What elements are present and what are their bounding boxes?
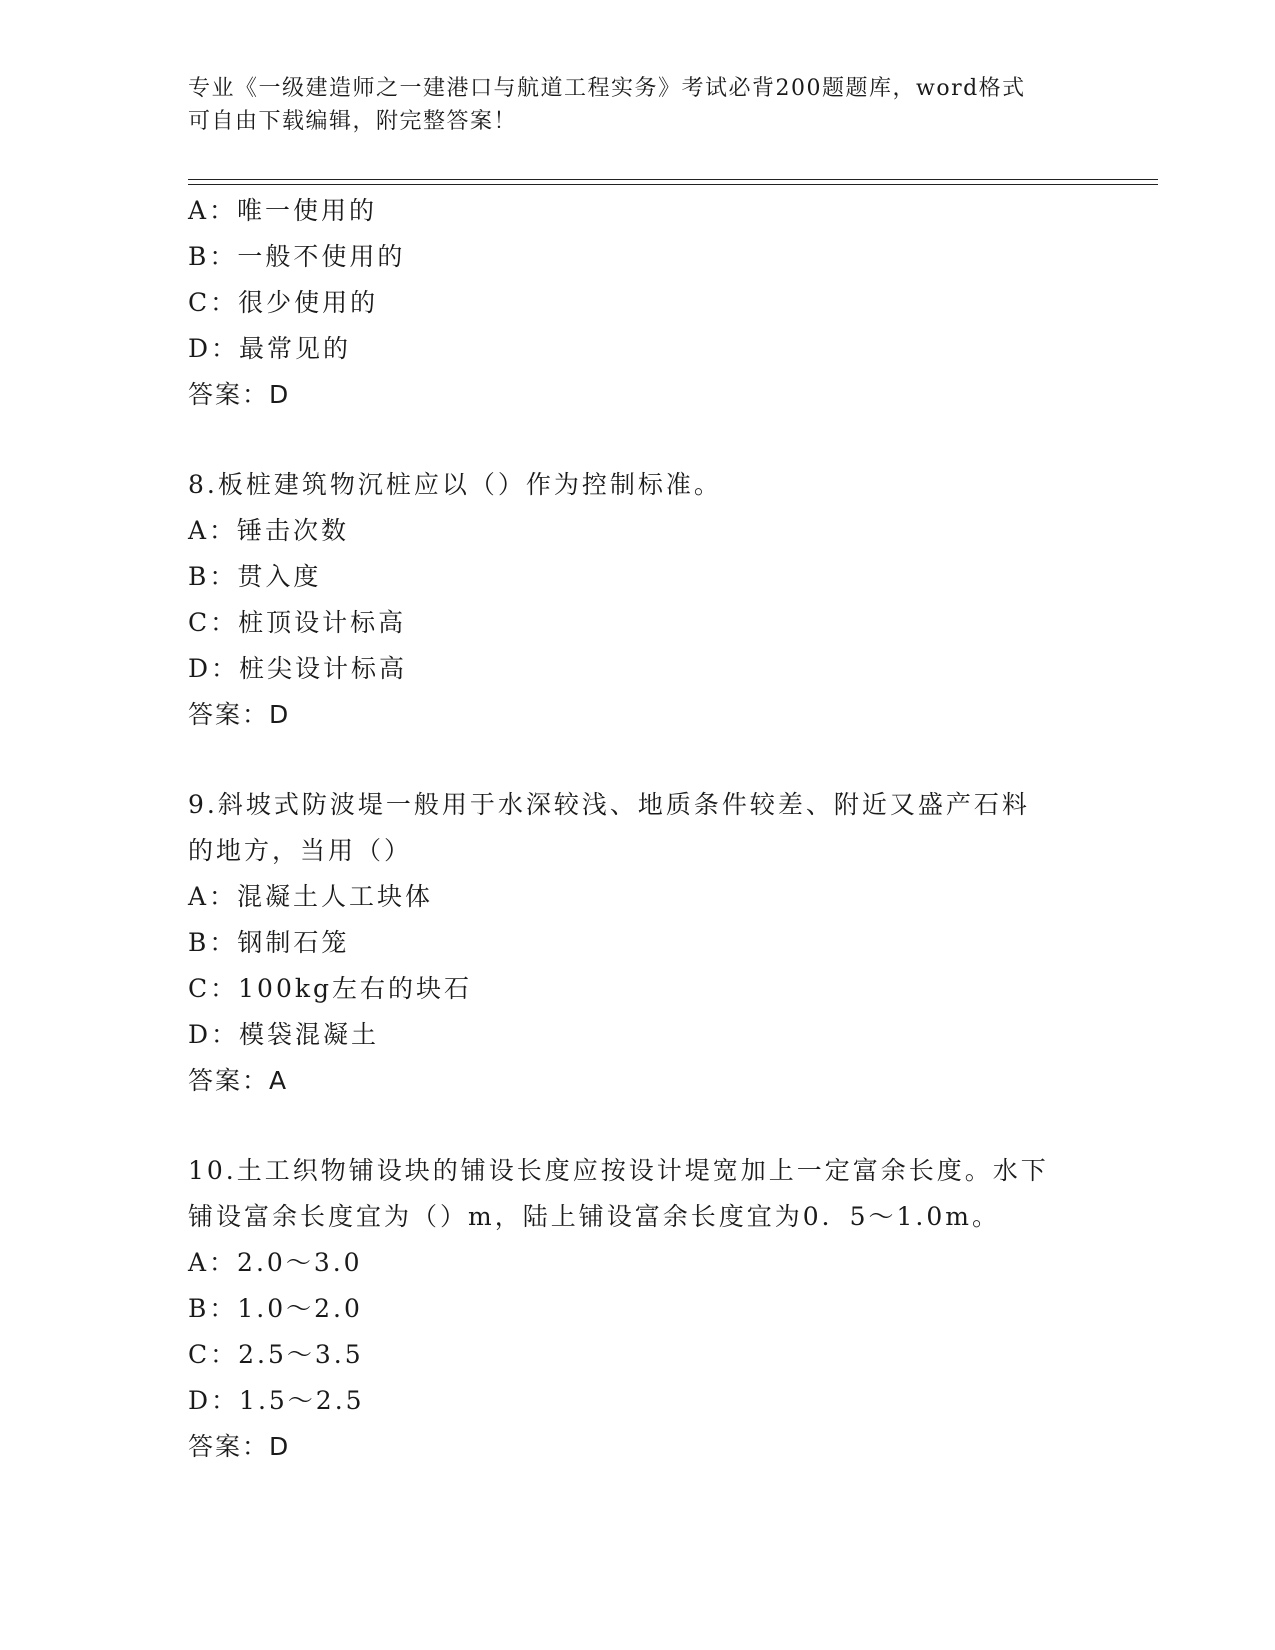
question-7 xyxy=(188,188,1088,418)
option-b: B：贯入度 xyxy=(188,562,322,591)
question-stem-line-1: 10.土工织物铺设块的铺设长度应按设计堤宽加上一定富余长度。水下 xyxy=(188,1156,1049,1185)
option-c: C：桩顶设计标高 xyxy=(188,608,407,637)
option-b: B：1.0～2.0 xyxy=(188,1294,363,1323)
option-a: A：锤击次数 xyxy=(188,516,350,545)
header-divider-bottom xyxy=(188,184,1158,185)
document-header xyxy=(188,72,1088,138)
question-8 xyxy=(188,462,1088,738)
header-line-2: 可自由下载编辑，附完整答案！ xyxy=(188,109,518,134)
question-content xyxy=(188,188,1088,1470)
question-stem-line-2: 铺设富余长度宜为（）m，陆上铺设富余长度宜为0．5～1.0m。 xyxy=(188,1202,1000,1231)
option-d: D：模袋混凝土 xyxy=(188,1020,380,1049)
option-a: A：唯一使用的 xyxy=(188,196,378,225)
answer: 答案：A xyxy=(188,1066,289,1095)
question-stem: 8.板桩建筑物沉桩应以（）作为控制标准。 xyxy=(188,470,722,499)
header-line-1: 专业《一级建造师之一建港口与航道工程实务》考试必背200题题库，word格式 xyxy=(188,76,1026,101)
option-a: A：混凝土人工块体 xyxy=(188,882,434,911)
question-stem-line-1: 9.斜坡式防波堤一般用于水深较浅、地质条件较差、附近又盛产石料 xyxy=(188,790,1030,819)
option-b: B：一般不使用的 xyxy=(188,242,406,271)
answer: 答案：D xyxy=(188,380,291,409)
question-stem-line-2: 的地方，当用（） xyxy=(188,836,413,865)
option-b: B：钢制石笼 xyxy=(188,928,350,957)
option-c: C：100kg左右的块石 xyxy=(188,974,472,1003)
answer: 答案：D xyxy=(188,700,291,729)
question-10 xyxy=(188,1148,1088,1470)
option-d: D：桩尖设计标高 xyxy=(188,654,408,683)
option-c: C：很少使用的 xyxy=(188,288,379,317)
option-d: D：最常见的 xyxy=(188,334,352,363)
header-divider-top xyxy=(188,179,1158,180)
option-c: C：2.5～3.5 xyxy=(188,1340,364,1369)
question-9 xyxy=(188,782,1088,1104)
answer: 答案：D xyxy=(188,1432,291,1461)
option-a: A：2.0～3.0 xyxy=(188,1248,363,1277)
option-d: D：1.5～2.5 xyxy=(188,1386,365,1415)
